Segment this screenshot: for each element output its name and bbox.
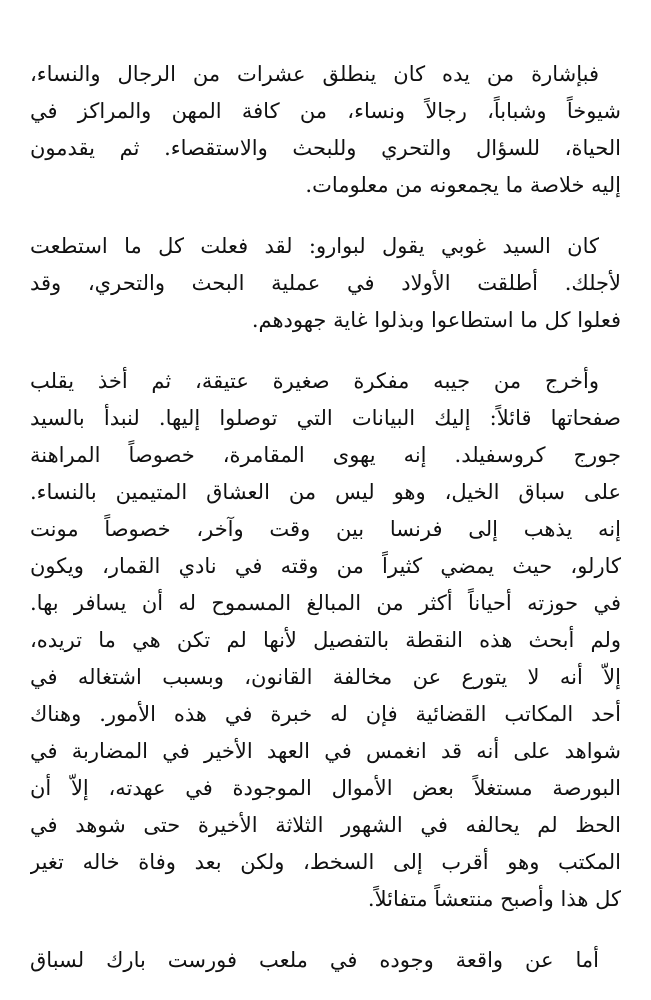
text-line: ولم أبحث هذه النقطة بالتفصيل لأنها لم تكن هي ما تريده،: [30, 628, 621, 652]
text-line: فعلوا كل ما استطاعوا وبذلوا غاية جهودهم.: [251, 308, 621, 332]
text-line: شيوخاً وشباباً، رجالاً ونساء، من كافة المهن والمراكز في: [30, 99, 621, 123]
paragraph-2: [30, 228, 621, 339]
text-line: وأخرج من جيبه مفكرة صغيرة عتيقة، ثم أخذ يقلب: [30, 369, 599, 393]
text-line: الحظ لم يحالفه في الشهور الثلاثة الأخيرة حتى شوهد في: [30, 813, 621, 837]
text-line: كل هذا وأصبح منتعشاً متفائلاً.: [367, 887, 621, 911]
text-line: في حوزته أحياناً أكثر من المبالغ المسموح له أن يسافر بها.: [30, 591, 621, 615]
text-line: على سباق الخيل، وهو ليس من العشاق المتيمين بالنساء.: [30, 480, 621, 504]
text-line: إليه خلاصة ما يجمعونه من معلومات.: [305, 173, 621, 197]
paragraph-1: [30, 56, 621, 204]
text-line: فبإشارة من يده كان ينطلق عشرات من الرجال والنساء،: [30, 62, 599, 86]
paragraph-3: [30, 363, 621, 918]
text-line: أحد المكاتب القضائية فإن له خبرة في هذه الأمور. وهناك: [30, 702, 621, 726]
text-line: كان السيد غوبي يقول لبوارو: لقد فعلت كل ما استطعت: [30, 234, 599, 258]
text-line: شواهد على أنه قد انغمس في العهد الأخير في المضاربة في: [30, 739, 621, 763]
text-line: المكتب وهو أقرب إلى السخط، ولكن بعد وفاة خاله تغير: [30, 850, 621, 874]
text-line: البورصة مستغلاً بعض الأموال الموجودة في عهدته، إلاّ أن: [30, 776, 621, 800]
text-line: صفحاتها قائلاً: إليك البيانات التي توصلوا إليها. لنبدأ بالسيد: [30, 406, 621, 430]
text-line: إلاّ أنه لا يتورع عن مخالفة القانون، وبسبب اشتغاله في: [30, 665, 621, 689]
text-line: لأجلك. أطلقت الأولاد في عملية البحث والتحري، وقد: [30, 271, 621, 295]
text-line: كارلو، حيث يمضي كثيراً من وقته في نادي القمار، ويكون: [30, 554, 621, 578]
paragraph-4: [30, 942, 621, 979]
text-line: أما عن واقعة وجوده في ملعب فورست بارك لسباق: [30, 948, 599, 972]
text-line: جورج كروسفيلد. إنه يهوى المقامرة، خصوصاً المراهنة: [30, 443, 621, 467]
text-line: إنه يذهب إلى فرنسا بين وقت وآخر، خصوصاً مونت: [30, 517, 621, 541]
text-line: الحياة، للسؤال والتحري وللبحث والاستقصاء. ثم يقدمون: [30, 136, 621, 160]
